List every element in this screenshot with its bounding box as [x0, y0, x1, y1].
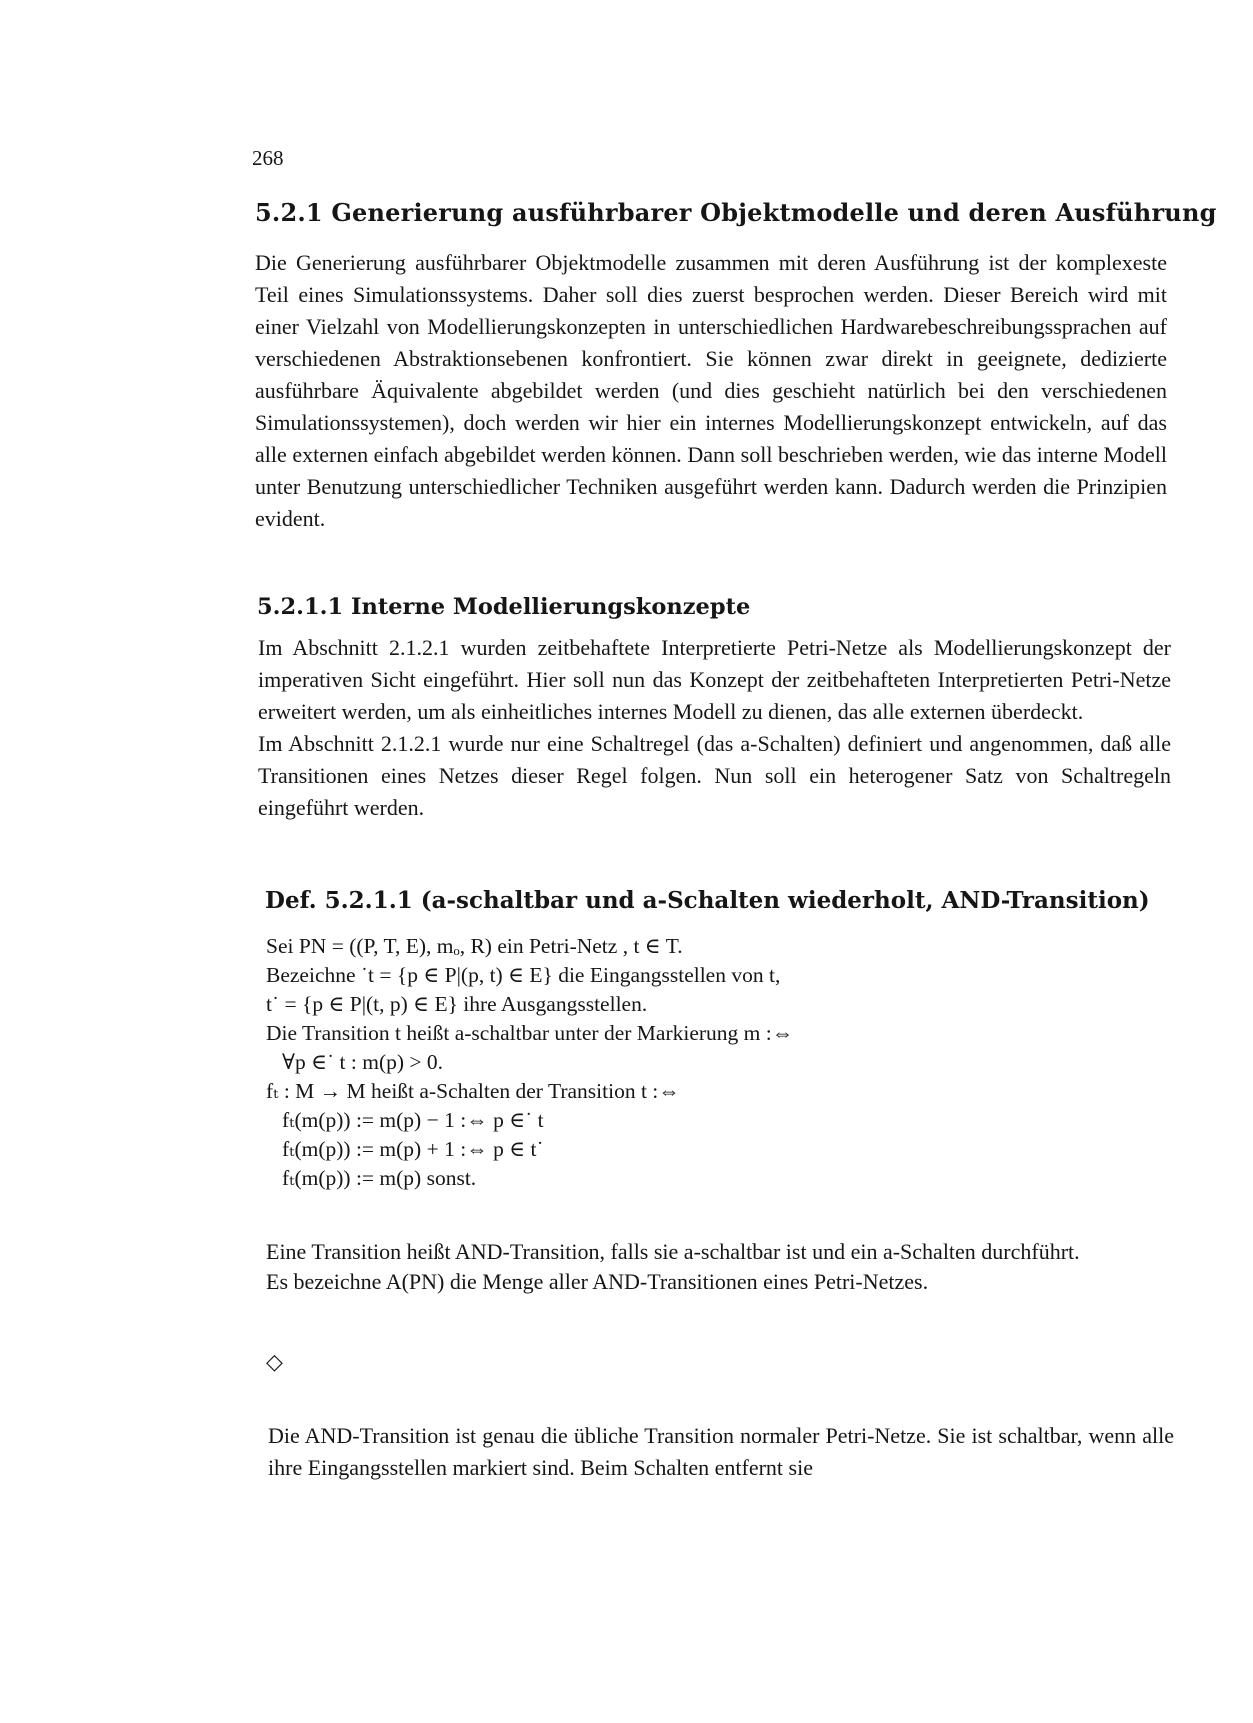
definition-line: t˙ = {p ∈ P|(t, p) ∈ E} ihre Ausgangsstellen. [266, 992, 648, 1016]
section-title: 5.2.1 Generierung ausführbarer Objektmodelle und deren Ausführung [255, 198, 1217, 227]
definition-line: fₜ : M → M heißt a-Schalten der Transition t :⇔ [266, 1079, 680, 1103]
subsection-body [258, 632, 1171, 824]
definition-line: fₜ(m(p)) := m(p) + 1 :⇔ p ∈ t˙ [282, 1137, 544, 1161]
subsection-paragraph-1: Im Abschnitt 2.1.2.1 wurden zeitbehaftete Interpretierte Petri-Netze als Modellierungskonzept der imperativen Sicht eingeführt. Hier soll nun das Konzept der zeitbehafteten Interpretierten Petri-Netze erweitert werden, um als einheitliches internes Modell zu dienen, das alle externen überdeckt. [258, 635, 1171, 724]
definition-title: Def. 5.2.1.1 (a-schaltbar und a-Schalten wiederholt, AND-Transition) [265, 887, 1150, 914]
definition-line: Sei PN = ((P, T, E), mₒ, R) ein Petri-Netz , t ∈ T. [266, 934, 683, 958]
definition-body [266, 932, 1146, 1193]
end-of-definition-diamond-icon: ◇ [266, 1349, 283, 1374]
definition-paragraph-1: Eine Transition heißt AND-Transition, falls sie a-schaltbar ist und ein a-Schalten durchführt. [266, 1239, 1080, 1264]
page-number: 268 [252, 146, 284, 170]
definition-line: ∀p ∈˙ t : m(p) > 0. [282, 1050, 444, 1074]
definition-line: fₜ(m(p)) := m(p) sonst. [282, 1166, 477, 1190]
section-paragraph: Die Generierung ausführbarer Objektmodelle zusammen mit deren Ausführung ist der komplexeste Teil eines Simulationssystems. Daher soll dies zuerst besprochen werden. Dieser Bereich wird mit einer Vielzahl von Modellierungskonzepten in unterschiedlichen Hardwarebeschreibungssprachen auf verschiedenen Abstraktionsebenen konfrontiert. Sie können zwar direkt in geeignete, dedizierte ausführbare Äquivalente abgebildet werden (und dies geschieht natürlich bei den verschiedenen Simulationssystemen), doch werden wir hier ein internes Modellierungskonzept entwickeln, auf das alle externen einfach abgebildet werden können. Dann soll beschrieben werden, wie das interne Modell unter Benutzung unterschiedlicher Techniken ausgeführt werden kann. Dadurch werden die Prinzipien evident. [255, 250, 1167, 531]
subsection-paragraph-2: Im Abschnitt 2.1.2.1 wurde nur eine Schaltregel (das a-Schalten) definiert und angenommen, daß alle Transitionen eines Netzes dieser Regel folgen. Nun soll ein heterogener Satz von Schaltregeln eingeführt werden. [258, 731, 1171, 820]
subsection-title: 5.2.1.1 Interne Modellierungskonzepte [257, 594, 751, 620]
definition-line: fₜ(m(p)) := m(p) − 1 :⇔ p ∈˙ t [282, 1108, 544, 1132]
closing-paragraph: Die AND-Transition ist genau die übliche Transition normaler Petri-Netze. Sie ist schaltbar, wenn alle ihre Eingangsstellen markiert sind. Beim Schalten entfernt sie [268, 1423, 1174, 1480]
definition-line: Bezeichne ˙t = {p ∈ P|(p, t) ∈ E} die Eingangsstellen von t, [266, 963, 781, 987]
definition-paragraph-2: Es bezeichne A(PN) die Menge aller AND-Transitionen eines Petri-Netzes. [266, 1269, 929, 1294]
definition-remarks [266, 1237, 1171, 1297]
definition-line: Die Transition t heißt a-schaltbar unter der Markierung m :⇔ [266, 1021, 794, 1045]
